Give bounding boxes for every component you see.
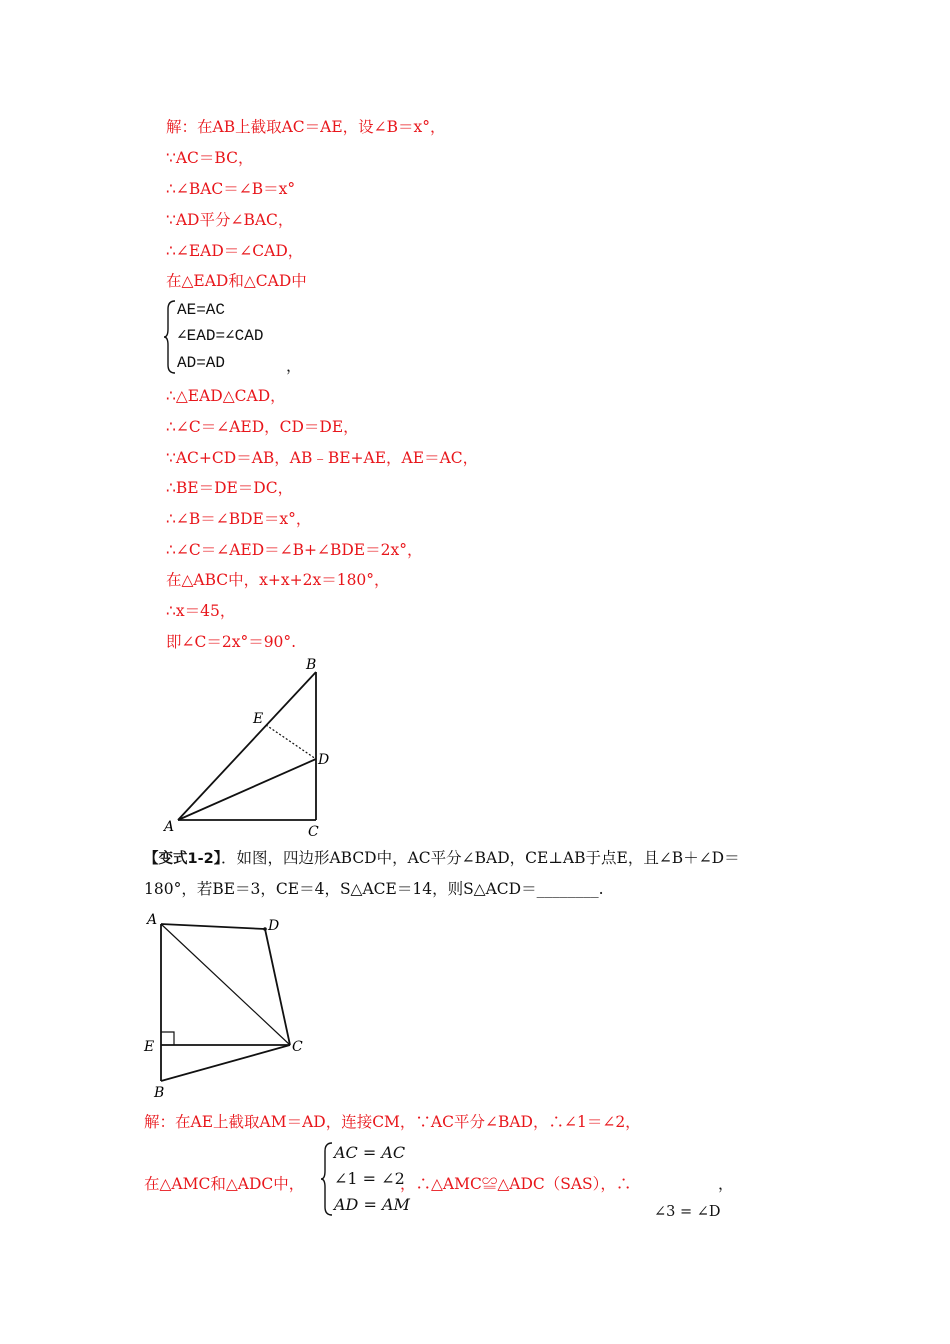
system-eq: AD=AD [177, 354, 226, 372]
solution1-line: ∴∠B＝∠BDE＝x°， [166, 510, 312, 528]
label-d: D [268, 918, 280, 934]
solution1-line: 在△ABC中，x+x+2x＝180°， [166, 571, 390, 589]
system-eq: AC = AC [334, 1143, 406, 1162]
solution2-line: 解：在AE上截取AM＝AD，连接CM，∵AC平分∠BAD，∴∠1＝∠2， [144, 1113, 641, 1131]
solution2-prefix: 在△AMC和△ADC中， [144, 1175, 305, 1193]
problem-text: ．如图，四边形ABCD中，AC平分∠BAD，CE⊥AB于点E，且∠B＋∠D＝ [220, 849, 740, 867]
problem-tag: 【变式1-2】 [144, 851, 221, 867]
quadrilateral-figure [140, 905, 320, 1105]
problem-line-1 [144, 848, 740, 869]
solution2-suffix: ，∴△AMC≌△ADC（SAS），∴ [400, 1175, 632, 1193]
segment-bc [161, 1045, 290, 1081]
solution1-line: ∴∠EAD＝∠CAD， [166, 242, 304, 260]
solution1-line: ∴x＝45， [166, 602, 236, 620]
system-comma: ， [286, 357, 302, 375]
label-b: B [154, 1085, 165, 1101]
label-c: C [308, 824, 319, 840]
solution1-line: ∵AD平分∠BAC， [166, 211, 294, 229]
angle-equation: ∠3 = ∠D [654, 1204, 721, 1220]
triangle-figure [160, 652, 340, 842]
label-e: E [144, 1039, 155, 1055]
label-b: B [306, 657, 317, 673]
trailing-comma: ， [718, 1175, 734, 1193]
label-a: A [147, 912, 158, 928]
system-eq: ∠EAD=∠CAD [177, 327, 264, 345]
solution1-line: ∵AC+CD＝AB，AB﹣BE+AE，AE＝AC， [166, 449, 479, 467]
solution1-line: ∵AC＝BC， [166, 149, 254, 167]
solution1-line: ∴∠BAC＝∠B＝x° [166, 180, 296, 198]
segment-ab [178, 672, 316, 820]
label-a: A [164, 819, 175, 835]
segment-ed [266, 725, 316, 759]
solution1-line: ∴∠C＝∠AED＝∠B+∠BDE＝2x°， [166, 541, 423, 559]
system-eq: AD = AM [334, 1195, 410, 1214]
segment-dc [265, 929, 290, 1045]
problem-line-2: 180°，若BE＝3，CE＝4，S△ACE＝14，则S△ACD＝________. [144, 880, 604, 898]
label-d: D [318, 752, 330, 768]
solution1-line: ∴BE＝DE＝DC， [166, 479, 294, 497]
label-e: E [253, 711, 264, 727]
solution1-line: ∴△EAD△CAD， [166, 387, 286, 405]
segment-ac [161, 924, 290, 1045]
segment-ad [161, 924, 265, 929]
system-brace [320, 1141, 334, 1217]
solution1-line: ∴∠C＝∠AED，CD＝DE， [166, 418, 359, 436]
label-c: C [292, 1039, 303, 1055]
system-brace [163, 299, 177, 375]
system-eq: AE=AC [177, 301, 226, 319]
right-angle-mark [161, 1032, 174, 1045]
segment-ad [178, 759, 316, 820]
system-eq: ∠1 = ∠2 [334, 1169, 405, 1188]
solution1-line: 解：在AB上截取AC＝AE，设∠B＝x°， [166, 118, 446, 136]
solution1-line: 即∠C＝2x°＝90°. [166, 633, 297, 651]
solution1-line: 在△EAD和△CAD中 [166, 272, 307, 290]
